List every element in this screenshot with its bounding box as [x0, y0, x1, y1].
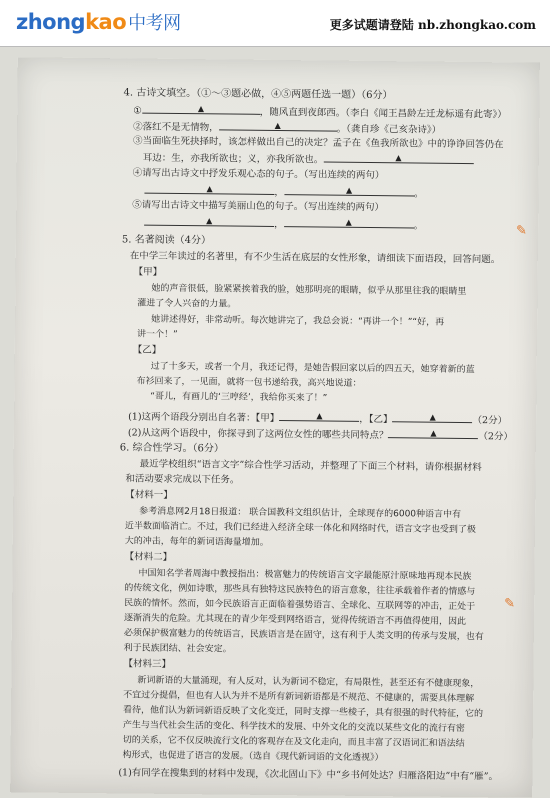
- q5-intro: 在中学三年读过的名著里，有不少生活在底层的女性形象，请细读下面语段，回答问题。: [129, 250, 501, 266]
- material-1-line-1: 参考消息网2月18日报道： 联合国教科文组织估计，全球现存的6000种语言中有: [139, 506, 462, 520]
- material-3-line-1: 新词新语的大量涌现，有人反对，认为新词不稳定，有局限性，甚至还有不健康现象，: [137, 675, 480, 690]
- q4-5-blank-1[interactable]: ▲: [144, 215, 274, 227]
- material-3-line-5: 切的关系，它不仅反映流行文化的客观存在及文化走向，而且丰富了汉语词汇和语法结: [122, 735, 465, 750]
- q5-jia-line-3: 她讲述得好，非常动听。每次她讲完了，我总会说：“再讲一个！”“好，再: [151, 314, 445, 328]
- q4-4-line: ④请写出古诗文中抒发乐观心态的句子。（写出连续的两句）: [132, 167, 385, 182]
- q5-yi-line-3: “哥儿，有画儿的‘三哼经’，我给你买来了！”: [150, 391, 328, 404]
- material-3-label: 【材料三】: [123, 658, 172, 670]
- logo-text-cn: 中考网: [128, 13, 181, 34]
- material-2-label: 【材料二】: [124, 551, 173, 563]
- material-2-line-5: 必须保护极富魅力的传统语言，民族语言是在固守，这有利于人类文明的传承与发展，也有: [123, 628, 484, 643]
- q5-yi-line-2: 布衫回来了，一见面，就将一包书递给我，高兴地说道：: [136, 376, 362, 389]
- q4-5-blank-2[interactable]: ▲: [284, 216, 414, 228]
- q5-yi-label: 【乙】: [132, 344, 162, 356]
- q4-3-blank[interactable]: ▲: [323, 151, 473, 164]
- material-3-line-6: 构形式，也促进了语言的发展。（选自《现代新词语的文化透视》）: [122, 750, 384, 764]
- q5-jia-line-4: 讲一个！”: [136, 329, 178, 340]
- material-2-line-4: 逐渐消失的危险。尤其现在的青少年受到网络语言，觉得传统语言不再值得使用，因此: [123, 613, 467, 628]
- q4-1-blank[interactable]: ▲: [142, 103, 260, 115]
- q4-title: 4. 古诗文填空。（①～③题必做，④⑤两题任选一题）（6分）: [123, 87, 393, 102]
- q4-2-end: 。（龚自珍《己亥杂诗》）: [336, 123, 442, 136]
- q5-2-blank[interactable]: ▲: [388, 427, 478, 439]
- q4-4-blank-1[interactable]: ▲: [144, 183, 274, 195]
- q5-yi-line-1: 过了十多天，或者一个月，我还记得，是她告假回家以后的四五天，她穿着新的蓝: [150, 361, 475, 376]
- q5-1-blank-jia[interactable]: ▲: [279, 410, 359, 422]
- zhongkao-logo[interactable]: [16, 9, 181, 35]
- q5-1-mid: ，【乙】: [359, 413, 393, 426]
- q5-jia-line-2: 灌进了令人兴奋的力量。: [137, 298, 237, 310]
- material-3-line-3: 看待，他们认为新词新语反映了文化变迁，同时支撑一些棱子，具有很强的时代特征，它的: [122, 705, 484, 720]
- q5-jia-label: 【甲】: [133, 266, 163, 278]
- q6-title: 6. 综合性学习。（6分）: [119, 442, 224, 455]
- q5-2-text: (2)从这两个语段中，你探寻到了这两位女性的哪些共同特点？: [127, 427, 389, 442]
- q4-5-line: ⑤请写出古诗文中描写美丽山色的句子。（写出连续的两句）: [132, 199, 385, 214]
- material-1-line-2: 近半数面临消亡。不过，我们已经进入经济全球一体化和网络时代，语言文字也受到了极: [124, 521, 477, 536]
- site-header: [0, 0, 550, 47]
- q5-1-score: （2分）: [472, 415, 508, 427]
- material-2-line-3: 民族的情怀。然而，如今民族语言正面临着强势语言、全球化、互联网等的冲击，正处于: [124, 598, 476, 613]
- logo-text-kao: kao: [85, 10, 127, 34]
- q4-1-text: ，随风直到夜郎西。（李白《闻王昌龄左迁龙标遥有此寄》）: [259, 106, 507, 121]
- q6-1-line: (1)有同学在搜集到的材料中发现，《次北固山下》中“乡书何处达？归雁洛阳边”中有“雁”。: [118, 767, 499, 783]
- q4-5-blanks: ▲ ， ▲ 。: [144, 215, 423, 234]
- q5-2-score: （2分）: [478, 431, 513, 443]
- q4-1-line: ① ▲ ，随风直到夜郎西。（李白《闻王昌龄左迁龙标遥有此寄》）: [133, 104, 507, 121]
- material-2-line-1: 中国知名学者周海中教授指出：极富魅力的传统语言文字最能原汁原味地再现本民族: [138, 568, 472, 583]
- orange-watermark-mark: ✎: [515, 223, 528, 239]
- q4-2-text: ②落红不是无情物，: [133, 121, 219, 134]
- q4-3-line-a: ③当面临生死抉择时，该怎样做出自己的决定？孟子在《鱼我所欲也》中的诤诤回答仍在: [132, 135, 504, 151]
- material-3-line-4: 产生与当代社会生活的变化、科学技术的发展、中外文化的交流以某些文化的流行有密: [122, 720, 465, 735]
- q5-1-text: (1)这两个语段分别出自名著：【甲】: [128, 411, 280, 425]
- material-2-line-2: 的传统文化，例如诗歌，那些具有独特这民族特色的语言意象，往往承载着作者的情感与: [124, 583, 476, 598]
- q4-4-blanks: ▲ ， ▲ 。: [144, 183, 423, 202]
- logo-text-zhong: zhong: [16, 10, 86, 34]
- q4-4-blank-2[interactable]: ▲: [284, 184, 414, 196]
- exam-content: [10, 57, 540, 797]
- material-3-line-2: 不宜过分提倡，但也有人认为并不是所有新词新语都是不规范、不健康的，需要具体理解: [123, 690, 475, 705]
- material-1-label: 【材料一】: [125, 489, 173, 501]
- q6-intro-b: 和活动要求完成以下任务。: [125, 473, 240, 486]
- q4-2-blank[interactable]: ▲: [219, 119, 337, 131]
- q4-3-text: 耳边：生，亦我所欲也；义，亦我所欲也。: [142, 152, 324, 166]
- q5-1-blank-yi[interactable]: ▲: [393, 411, 473, 423]
- q5-title: 5. 名著阅读（4分）: [121, 234, 212, 247]
- material-1-line-3: 大的冲击，每年的新词语海量增加。: [124, 536, 269, 548]
- q6-intro-a: 最近学校组织“语言文字”综合性学习活动，并整理了下面三个材料，请你根据材料: [139, 458, 482, 474]
- q5-jia-line-1: 她的声音很低，脸紧紧挨着我的脸，她那明亮的眼睛，似乎从那里往我的眼睛里: [151, 283, 467, 297]
- exam-paper-photo: [10, 57, 540, 797]
- material-2-line-6: 利于民族团结、社会安定。: [123, 643, 232, 655]
- header-banner[interactable]: 更多试题请登陆 nb.zhongkao.com: [329, 18, 536, 32]
- orange-watermark-mark: ✎: [504, 596, 516, 612]
